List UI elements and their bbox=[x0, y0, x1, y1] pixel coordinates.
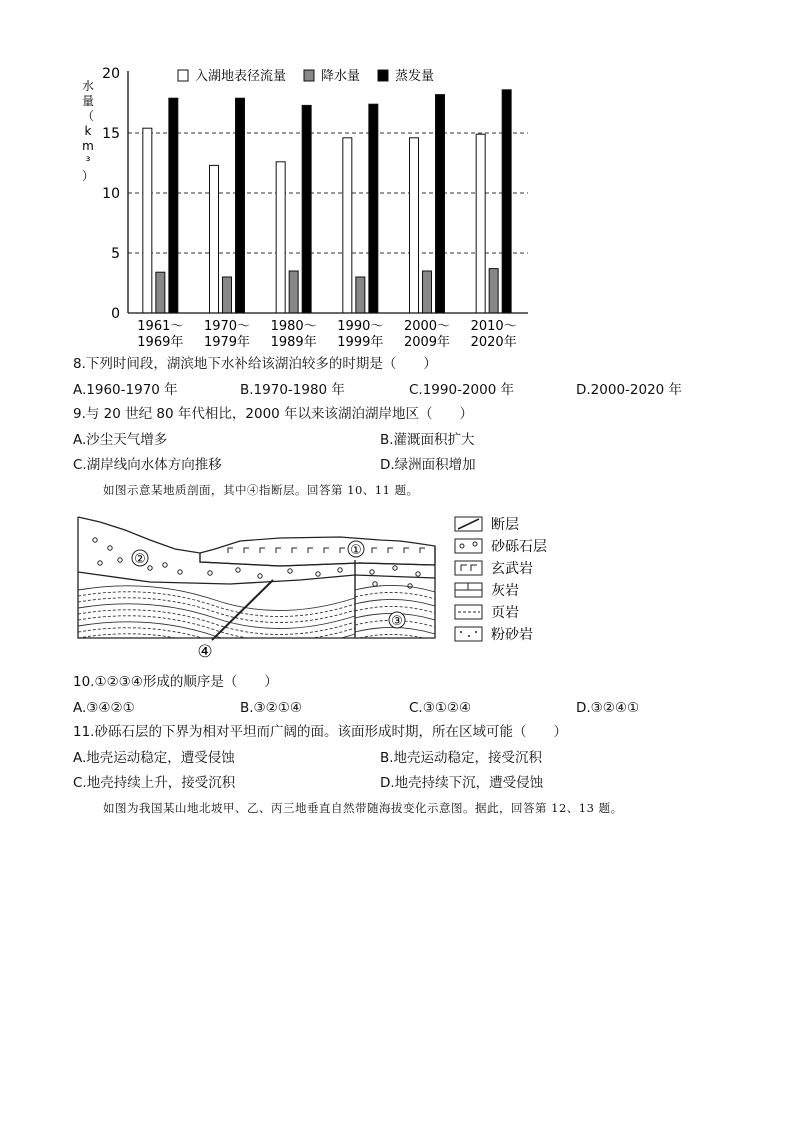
legend-label-5: 粉砂岩 bbox=[491, 627, 533, 643]
gravel-dot bbox=[288, 569, 292, 573]
gravel-dot bbox=[370, 570, 374, 574]
legend-box-5 bbox=[455, 627, 482, 641]
x-tick-label: 2009年 bbox=[403, 335, 451, 350]
y-label-char: k bbox=[84, 124, 92, 138]
stratum-line-right bbox=[355, 585, 435, 592]
label-2: ② bbox=[134, 552, 146, 567]
legend-label-1: 降水量 bbox=[321, 69, 361, 84]
legend-box-1 bbox=[455, 539, 482, 553]
q10-option-d[interactable]: D.③②④① bbox=[576, 700, 640, 716]
gravel-dot bbox=[408, 584, 412, 588]
q10-option-b[interactable]: B.③②①④ bbox=[240, 700, 302, 716]
legend-label-0: 断层 bbox=[491, 517, 519, 533]
x-tick-label: 1990～ bbox=[337, 319, 384, 334]
y-label-char: 量 bbox=[81, 94, 95, 108]
question-8-stem: 8.下列时间段，湖滨地下水补给该湖泊较多的时期是（ ） bbox=[73, 356, 437, 372]
gravel-dot bbox=[178, 570, 182, 574]
stratum-line bbox=[78, 628, 355, 653]
gravel-dot bbox=[93, 538, 97, 542]
gravel-dot bbox=[208, 571, 212, 575]
legend-label-2: 蒸发量 bbox=[395, 69, 435, 84]
y-tick-label: 0 bbox=[111, 306, 120, 322]
x-tick-label: 2010～ bbox=[470, 319, 517, 334]
legend-label-4: 页岩 bbox=[491, 605, 519, 621]
question-10-stem: 10.①②③④形成的顺序是（ ） bbox=[73, 674, 278, 690]
legend-label-1: 砂砾石层 bbox=[491, 539, 547, 555]
gravel-dot bbox=[98, 561, 102, 565]
gravel-dot bbox=[338, 568, 342, 572]
siltstone-symbol bbox=[475, 631, 477, 633]
q9-option-b[interactable]: B.灌溉面积扩大 bbox=[380, 432, 475, 448]
x-tick-label: 2020年 bbox=[470, 335, 517, 350]
y-tick-label: 5 bbox=[111, 246, 120, 262]
legend-label-2: 玄武岩 bbox=[491, 561, 533, 577]
gravel-dot bbox=[108, 546, 112, 550]
stratum-line-right bbox=[355, 592, 435, 599]
legend-label-3: 灰岩 bbox=[491, 583, 519, 599]
q8-option-c[interactable]: C.1990-2000 年 bbox=[409, 382, 515, 398]
y-label-char: ） bbox=[81, 169, 95, 183]
x-tick-label: 1989年 bbox=[270, 335, 317, 350]
q10-option-a[interactable]: A.③④②① bbox=[73, 700, 135, 716]
x-tick-label: 1979年 bbox=[203, 335, 251, 350]
x-tick-label: 1980～ bbox=[270, 319, 317, 334]
legend-label-0: 入湖地表径流量 bbox=[195, 69, 287, 84]
gravel-dot bbox=[393, 566, 397, 570]
stratum-line-right bbox=[355, 599, 435, 606]
siltstone-symbol bbox=[468, 635, 470, 637]
q9-option-a[interactable]: A.沙尘天气增多 bbox=[73, 432, 168, 448]
gravel-dot bbox=[163, 563, 167, 567]
gravel-dot bbox=[316, 572, 320, 576]
gravel-dot bbox=[416, 572, 420, 576]
gravel-dot bbox=[236, 568, 240, 572]
gravel-dot bbox=[373, 582, 377, 586]
y-tick-label: 15 bbox=[102, 126, 120, 142]
y-label-char: 水 bbox=[81, 79, 95, 93]
gravel-dot bbox=[148, 566, 152, 570]
intro-12-13: 如图为我国某山地北坡甲、乙、丙三地垂直自然带随海拔变化示意图。据此，回答第 12、13 题。 bbox=[103, 801, 623, 815]
label-4: ④ bbox=[197, 642, 213, 662]
y-tick-label: 10 bbox=[102, 186, 120, 202]
q11-option-a[interactable]: A.地壳运动稳定，遭受侵蚀 bbox=[73, 750, 235, 766]
section-drawing bbox=[78, 517, 435, 665]
gravel-dot bbox=[258, 574, 262, 578]
q11-option-b[interactable]: B.地壳运动稳定，接受沉积 bbox=[380, 750, 543, 766]
label-1: ① bbox=[350, 543, 362, 558]
q8-option-b[interactable]: B.1970-1980 年 bbox=[240, 382, 345, 398]
question-9-stem: 9.与 20 世纪 80 年代相比，2000 年以来该湖泊湖岸地区（ ） bbox=[73, 406, 474, 422]
x-tick-label: 2000～ bbox=[403, 319, 451, 334]
question-11-stem: 11.砂砾石层的下界为相对平坦而广阔的面。该面形成时期，所在区域可能（ ） bbox=[73, 724, 567, 740]
q9-option-c[interactable]: C.湖岸线向水体方向推移 bbox=[73, 457, 222, 473]
y-label-char: ³ bbox=[85, 154, 91, 168]
q10-option-c[interactable]: C.③①②④ bbox=[409, 700, 472, 716]
legend-box-2 bbox=[455, 561, 482, 575]
x-tick-label: 1969年 bbox=[137, 335, 184, 350]
y-label-char: （ bbox=[81, 109, 95, 123]
q8-option-a[interactable]: A.1960-1970 年 bbox=[73, 382, 178, 398]
q8-option-d[interactable]: D.2000-2020 年 bbox=[576, 382, 683, 398]
y-label-char: m bbox=[82, 139, 94, 153]
stratum-line bbox=[78, 640, 355, 665]
x-tick-label: 1999年 bbox=[337, 335, 384, 350]
gravel-dot bbox=[118, 558, 122, 562]
x-tick-label: 1961～ bbox=[137, 319, 184, 334]
siltstone-symbol bbox=[460, 631, 462, 633]
q11-option-c[interactable]: C.地壳持续上升，接受沉积 bbox=[73, 775, 236, 791]
intro-10-11: 如图示意某地质剖面，其中④指断层。回答第 10、11 题。 bbox=[103, 483, 419, 497]
geo-legend bbox=[455, 517, 547, 643]
q11-option-d[interactable]: D.地壳持续下沉，遭受侵蚀 bbox=[380, 775, 544, 791]
x-tick-label: 1970～ bbox=[203, 319, 251, 334]
label-3: ③ bbox=[391, 614, 403, 629]
y-tick-label: 20 bbox=[102, 66, 120, 82]
q9-option-d[interactable]: D.绿洲面积增加 bbox=[380, 457, 476, 473]
